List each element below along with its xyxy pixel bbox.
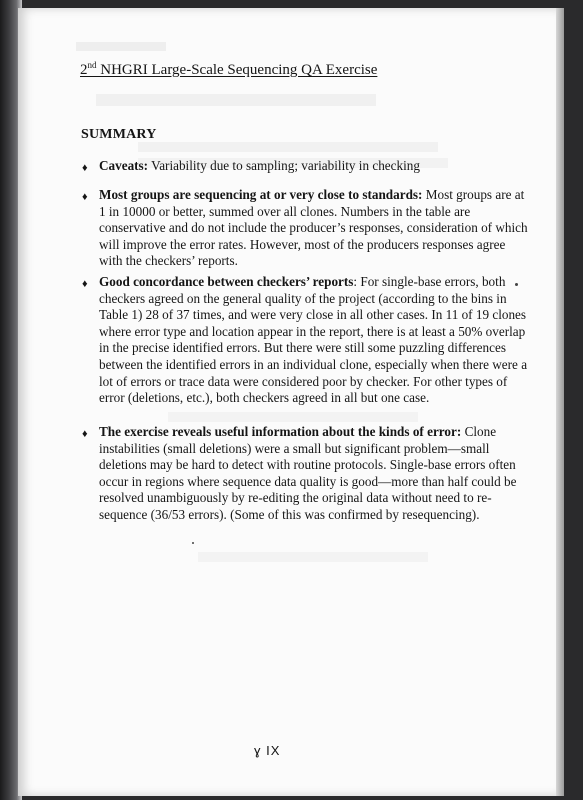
title-text: NHGRI Large-Scale Sequencing QA Exercise bbox=[96, 62, 378, 78]
scan-speck bbox=[192, 542, 194, 544]
item-text: Most groups are at 1 in 10000 or better, summed over all clones. Numbers in the table are conservative and do not include the producer’s responses, consideration of which will improve the error rates. However, most of the producers responses agree with the checkers’ reports. bbox=[99, 187, 528, 269]
summary-item-error-kinds bbox=[99, 424, 529, 524]
bullet-diamond-icon: ♦ bbox=[82, 162, 88, 174]
title-number: 2 bbox=[80, 62, 88, 78]
item-text: : For single-base errors, both checkers agreed on the general quality of the project (according to the bins in Table 1) 28 of 37 times, and were very close in all other cases. In 11 of 19 clones where error type and location appear in the report, there is at least a 50% overlap in the precise identified errors. But there were still some puzzling differences between the identified errors in an individual clone, especially when there were a lot of errors or trace data were considered poor by checker. For other types of error (deletions, etc.), both checkers agreed in all but one case. bbox=[99, 274, 528, 406]
item-lead: The exercise reveals useful information about the kinds of error: bbox=[99, 424, 462, 439]
item-text: Clone instabilities (small deletions) were a small but significant problem—small deletions may be hard to detect with routine protocols. Single-base errors often occur in regions where sequence data quality is good—more than half could be resolved unambiguously by re-editing the original data without need to re-sequence (36/53 errors). (Some of this was confirmed by resequencing). bbox=[99, 424, 517, 522]
bullet-diamond-icon: ♦ bbox=[82, 278, 88, 290]
page-number: ɣ IX bbox=[254, 743, 281, 758]
title-superscript: nd bbox=[87, 60, 97, 70]
show-through-mark bbox=[138, 142, 438, 152]
show-through-mark bbox=[96, 94, 376, 106]
show-through-mark bbox=[76, 42, 166, 51]
document-title bbox=[80, 62, 377, 79]
show-through-mark bbox=[168, 412, 418, 422]
show-through-mark bbox=[198, 552, 428, 562]
document-sheet bbox=[18, 8, 558, 796]
item-lead: Good concordance between checkers’ reports bbox=[99, 274, 354, 289]
page-edge bbox=[556, 8, 564, 796]
summary-item-concordance bbox=[99, 274, 529, 407]
section-heading: SUMMARY bbox=[81, 127, 157, 142]
item-lead: Most groups are sequencing at or very close to standards: bbox=[99, 187, 423, 202]
bullet-diamond-icon: ♦ bbox=[82, 191, 88, 203]
item-lead: Caveats: bbox=[99, 158, 149, 173]
summary-item-caveats bbox=[99, 158, 529, 175]
summary-item-standards bbox=[99, 187, 529, 270]
item-text: Variability due to sampling; variability in checking bbox=[148, 158, 420, 173]
bullet-diamond-icon: ♦ bbox=[82, 428, 88, 440]
scan-speck bbox=[515, 283, 518, 286]
